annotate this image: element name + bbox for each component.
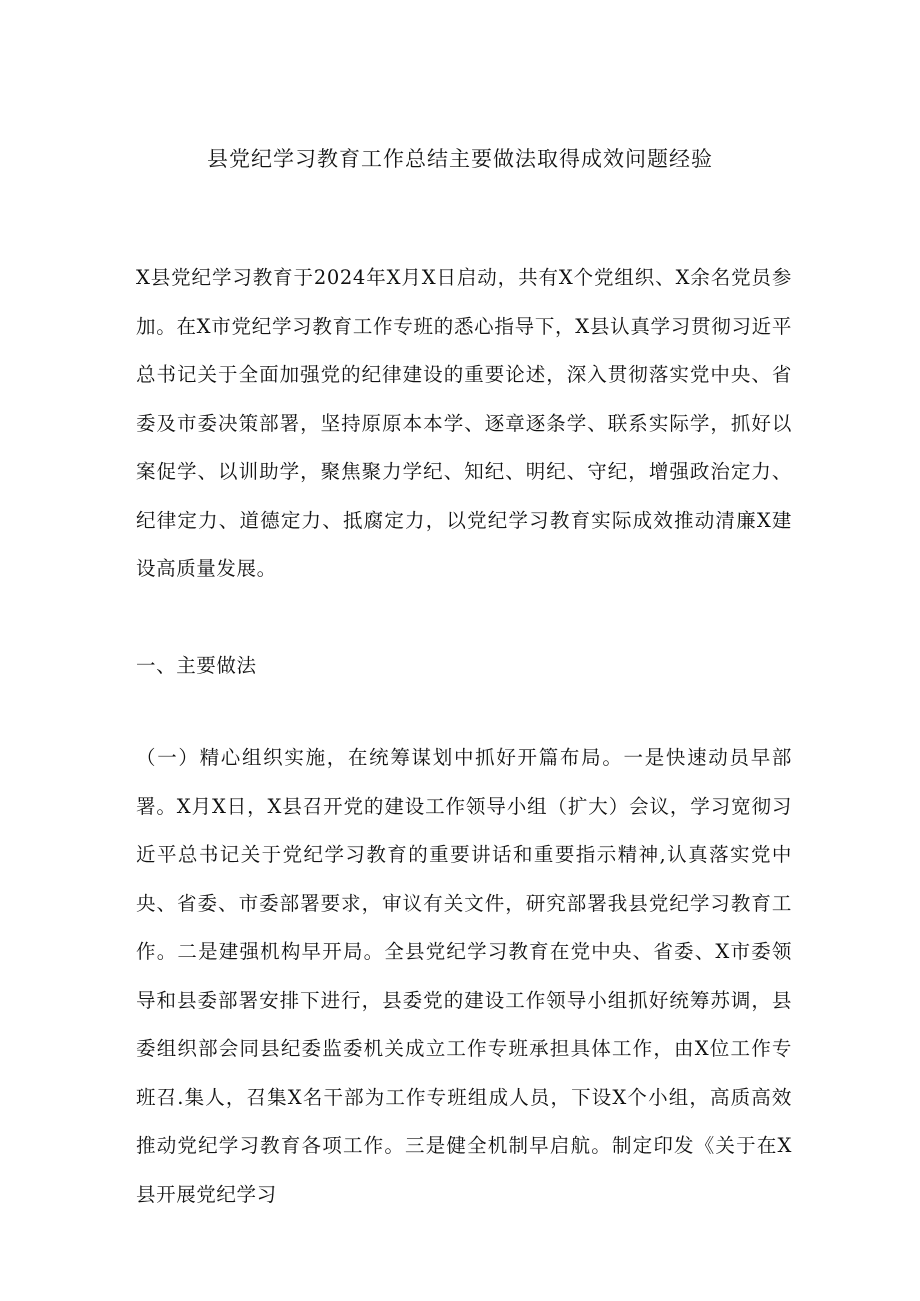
section-paragraph: （一）精心组织实施，在统筹谋划中抓好开篇布局。一是快速动员早部署。X月X日，X县召开党的建设工作领导小组（扩大）会议，学习宽彻习近平总书记关于党纪学习教育的重要讲话和重要指示精神,认真落实党中央、省委、市委部署要求，审议有关文件，研究部署我县党纪学习教育工作。二是建强机构早开局。全县党纪学习教育在党中央、省委、X市委领导和县委部署安排下进行，县委党的建设工作领导小组抓好统筹苏调，县委组织部会同县纪委监委机关成立工作专班承担具体工作，由X位工作专班召.集人，召集X名干部为工作专班组成人员，下设X个小组，高质高效推动党纪学习教育各项工作。三是健全机制早启航。制定印发《关于在X县开展党纪学习: [136, 746, 792, 1206]
section-heading: 一、主要做法: [136, 654, 257, 677]
document-title: 县党纪学习教育工作总结主要做法取得成效问题经验: [207, 147, 713, 171]
intro-paragraph: X县党纪学习教育于2024年X月X日启动，共有X个党组织、X余名党员参加。在X市党纪学习教育工作专班的悉心指导下，X县认真学习贯彻习近平总书记关于全面加强党的纪律建设的重要论述，深入贯彻落实党中央、省委及市委决策部署，坚持原原本本学、逐章逐条学、联系实际学，抓好以案促学、以训助学，聚焦聚力学纪、知纪、明纪、守纪，增强政治定力、纪律定力、道德定力、抵腐定力，以党纪学习教育实际成效推动清廉X建设高质量发展。: [136, 266, 792, 580]
